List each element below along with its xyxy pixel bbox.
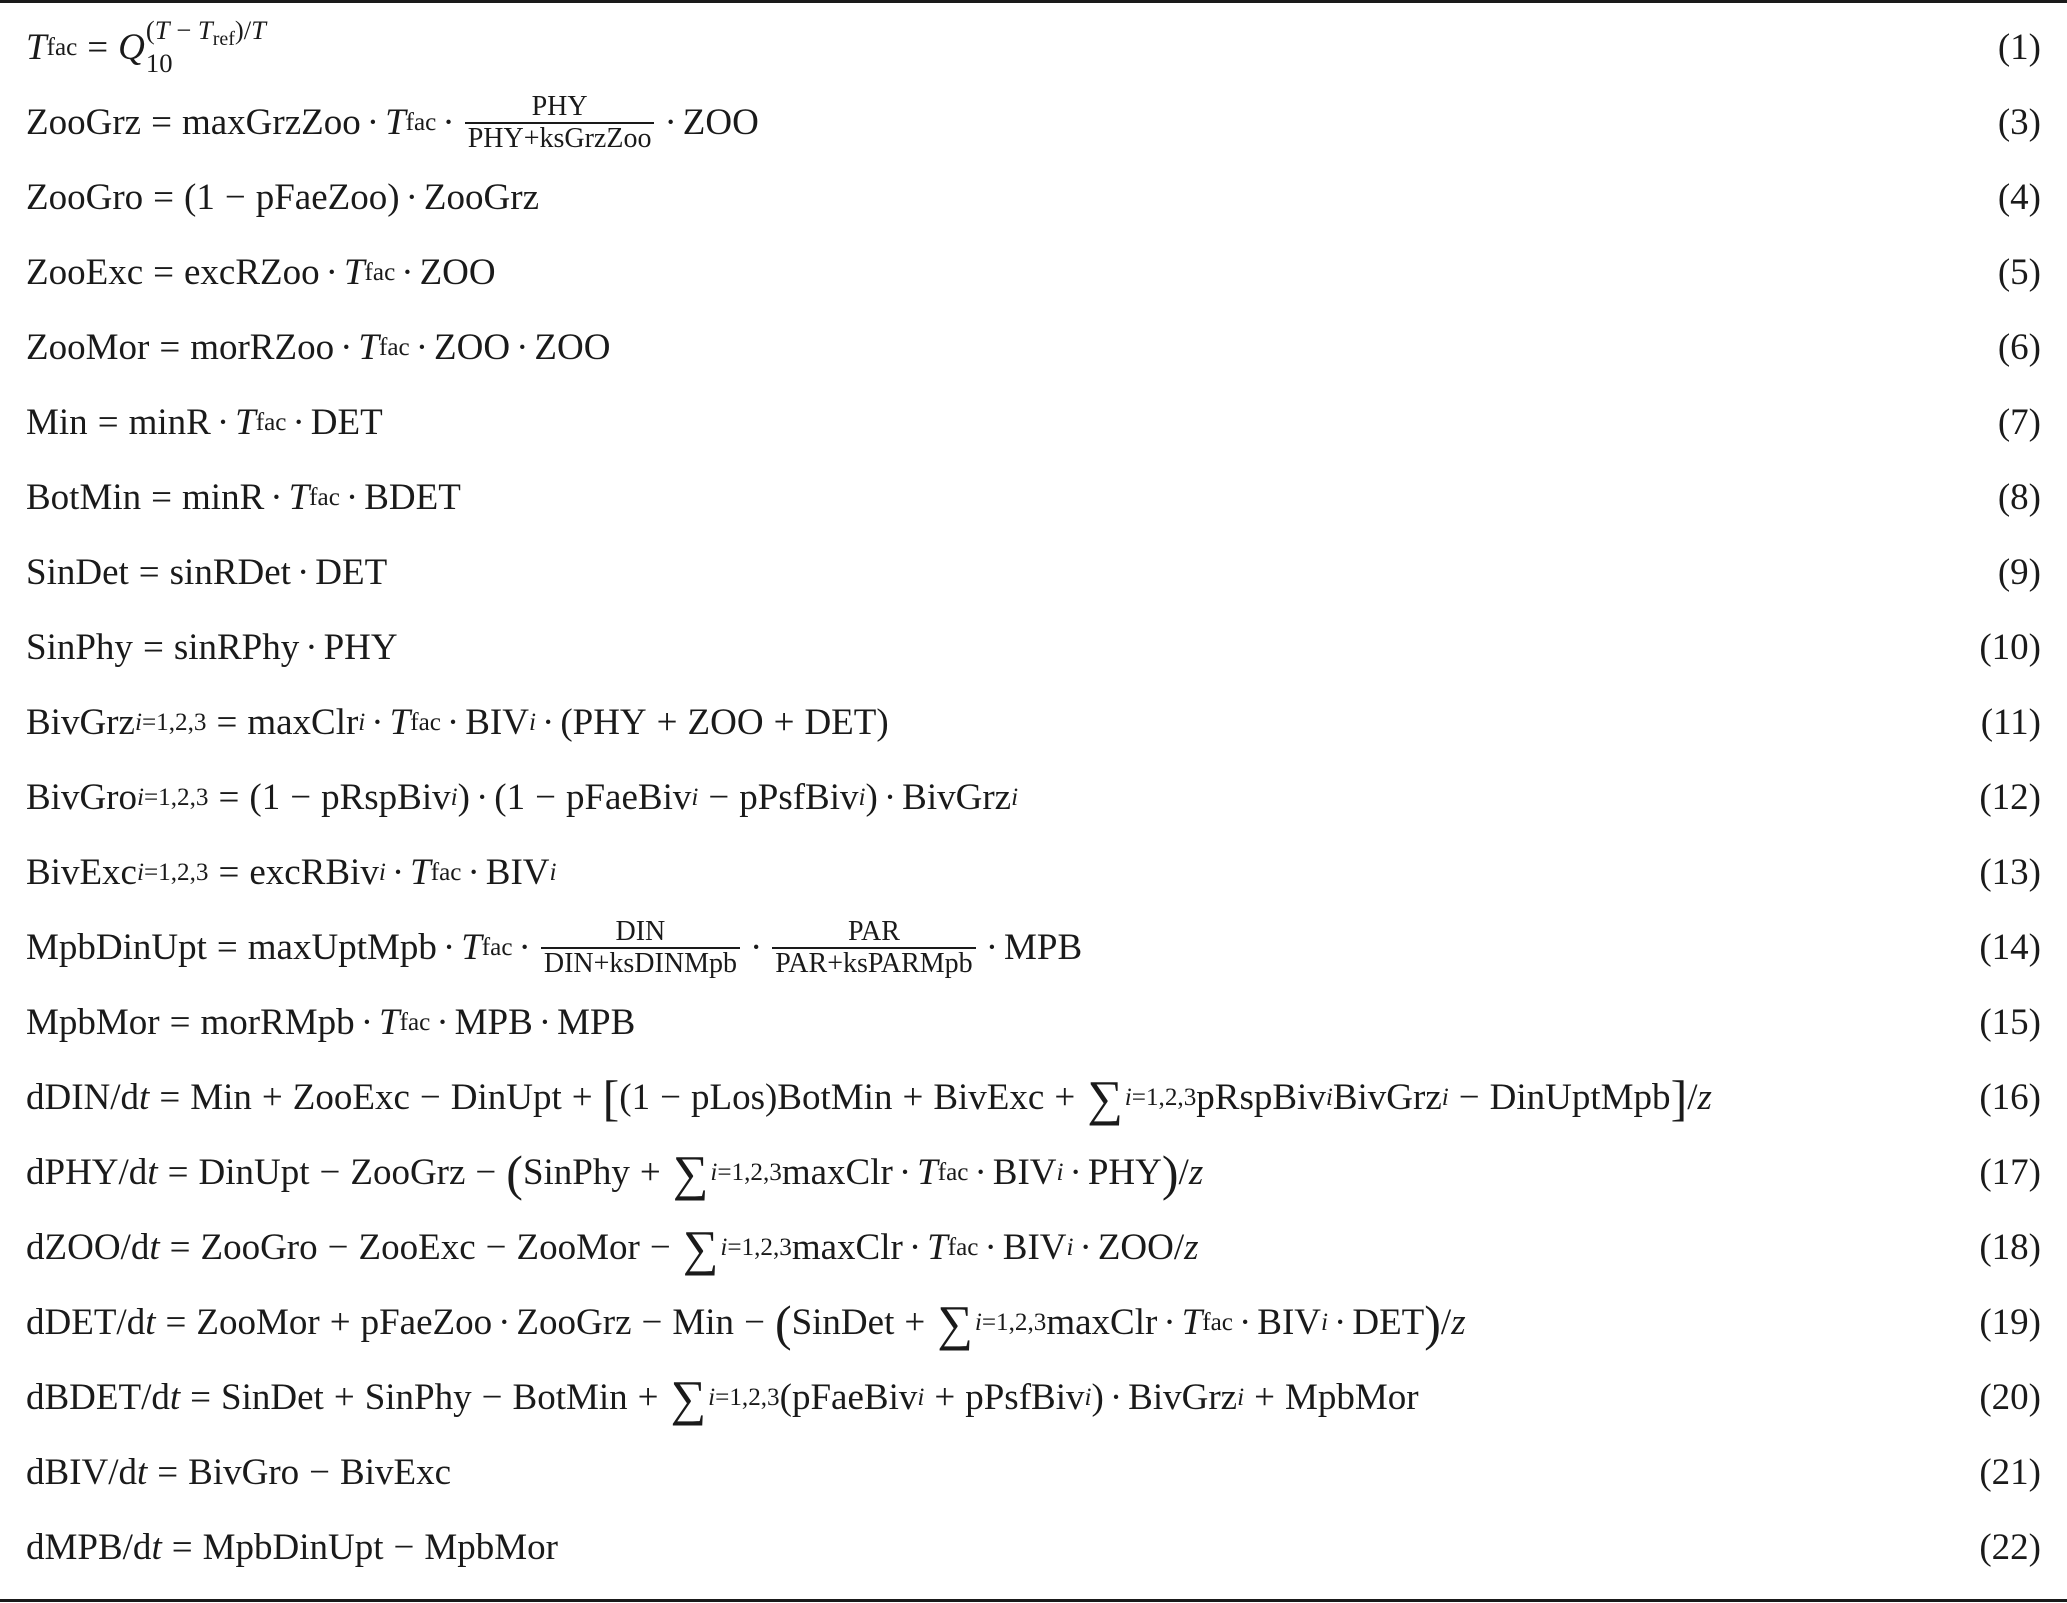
equation-number: (14) bbox=[1979, 927, 2041, 968]
equation-6: ZooMor = morRZoo · T fac · ZOO · ZOO bbox=[26, 327, 611, 368]
equation-row bbox=[0, 1435, 2067, 1510]
equation-row bbox=[0, 1510, 2067, 1585]
equation-number: (22) bbox=[1979, 1527, 2041, 1568]
equation-row bbox=[0, 1360, 2067, 1435]
equation-row bbox=[0, 910, 2067, 985]
table-top-rule bbox=[0, 0, 2067, 3]
equation-number: (9) bbox=[1997, 552, 2041, 593]
equation-row bbox=[0, 310, 2067, 385]
equation-number: (4) bbox=[1997, 177, 2041, 218]
equation-number: (16) bbox=[1979, 1077, 2041, 1118]
fraction: $\frac{\text{PHY}}{\text{PHY+ksGrzZoo}}$ bbox=[465, 92, 655, 153]
equation-row bbox=[0, 460, 2067, 535]
equation-row bbox=[0, 160, 2067, 235]
equation-20: dBDET/d t = SinDet + SinPhy − BotMin + ∑ i=1,2,3 (pFaeBiv i + pPsfBiv i ) · BivGrz i + MpbMor bbox=[26, 1369, 1419, 1426]
equation-number: (13) bbox=[1979, 852, 2041, 893]
equation-13: BivExc i=1,2,3 = excRBiv i · T fac · BIV i bbox=[26, 852, 557, 893]
equation-9: SinDet = sinRDet · DET bbox=[26, 552, 388, 593]
equation-5: ZooExc = excRZoo · T fac · ZOO bbox=[26, 252, 496, 293]
equation-number: (15) bbox=[1979, 1002, 2041, 1043]
equation-row bbox=[0, 1135, 2067, 1210]
equation-11: BivGrz i=1,2,3 = maxClr i · T fac · BIV i · (PHY + ZOO + DET) bbox=[26, 702, 889, 743]
equation-number: (5) bbox=[1997, 252, 2041, 293]
equation-number: (19) bbox=[1979, 1302, 2041, 1343]
equation-row bbox=[0, 235, 2067, 310]
equation-19: dDET/d t = ZooMor + pFaeZoo · ZooGrz − Min − ( SinDet + ∑ i=1,2,3 maxClr · T fac · BIV i · DET ) / z bbox=[26, 1294, 1466, 1351]
equation-row bbox=[0, 835, 2067, 910]
equation-row bbox=[0, 610, 2067, 685]
equation-number: (1) bbox=[1997, 27, 2041, 68]
equation-number: (7) bbox=[1997, 402, 2041, 443]
equation-row bbox=[0, 760, 2067, 835]
equation-number: (6) bbox=[1997, 327, 2041, 368]
equation-row bbox=[0, 1285, 2067, 1360]
equation-21: dBIV/d t = BivGro − BivExc bbox=[26, 1452, 452, 1493]
table-bottom-rule bbox=[0, 1599, 2067, 1602]
equation-number: (20) bbox=[1979, 1377, 2041, 1418]
equation-number: (11) bbox=[1980, 702, 2041, 743]
equation-12: BivGro i=1,2,3 = (1 − pRspBiv i ) · (1 − pFaeBiv i − pPsfBiv i ) · BivGrz i bbox=[26, 777, 1019, 818]
equation-10: SinPhy = sinRPhy · PHY bbox=[26, 627, 398, 668]
equation-row bbox=[0, 1210, 2067, 1285]
equation-number: (10) bbox=[1979, 627, 2041, 668]
equation-row bbox=[0, 685, 2067, 760]
equation-number: (17) bbox=[1979, 1152, 2041, 1193]
equation-row bbox=[0, 85, 2067, 160]
equation-number: (18) bbox=[1979, 1227, 2041, 1268]
equation-7: Min = minR · T fac · DET bbox=[26, 402, 383, 443]
equation-14: MpbDinUpt = maxUptMpb · T fac · $\frac{\text{DIN}}{\text{DIN+ksDINMpb}}$ · $\frac{\text{PAR}}{\text{PAR+ksPARMpb}}$ · MPB bbox=[26, 916, 1083, 979]
equation-3: ZooGrz = maxGrzZoo · T fac · $\frac{\text{PHY}}{\text{PHY+ksGrzZoo}}$ · ZOO bbox=[26, 91, 759, 154]
equation-row bbox=[0, 385, 2067, 460]
equation-number: (12) bbox=[1979, 777, 2041, 818]
equation-row bbox=[0, 1060, 2067, 1135]
equation-1: T fac = Q $(T - T_{ref})/T$ 10 bbox=[26, 15, 266, 78]
fraction: $\frac{\text{DIN}}{\text{DIN+ksDINMpb}}$ bbox=[541, 917, 740, 978]
fraction: $\frac{\text{PAR}}{\text{PAR+ksPARMpb}}$ bbox=[772, 917, 975, 978]
equation-16: dDIN/d t = Min + ZooExc − DinUpt + [ (1 − pLos)BotMin + BivExc + ∑ i=1,2,3 pRspBiv i BivGrz i − DinUptMpb ] / z bbox=[26, 1069, 1712, 1126]
equation-row bbox=[0, 535, 2067, 610]
equation-22: dMPB/d t = MpbDinUpt − MpbMor bbox=[26, 1527, 558, 1568]
equation-15: MpbMor = morRMpb · T fac · MPB · MPB bbox=[26, 1002, 636, 1043]
equation-number: (3) bbox=[1997, 102, 2041, 143]
equation-row bbox=[0, 10, 2067, 85]
equation-number: (21) bbox=[1979, 1452, 2041, 1493]
equation-18: dZOO/d t = ZooGro − ZooExc − ZooMor − ∑ i=1,2,3 maxClr · T fac · BIV i · ZOO/ z bbox=[26, 1219, 1199, 1276]
equation-number: (8) bbox=[1997, 477, 2041, 518]
equation-8: BotMin = minR · T fac · BDET bbox=[26, 477, 461, 518]
equation-4: ZooGro = (1 − pFaeZoo) · ZooGrz bbox=[26, 177, 539, 218]
equation-17: dPHY/d t = DinUpt − ZooGrz − ( SinPhy + ∑ i=1,2,3 maxClr · T fac · BIV i · PHY ) / z bbox=[26, 1144, 1204, 1201]
equation-row bbox=[0, 985, 2067, 1060]
